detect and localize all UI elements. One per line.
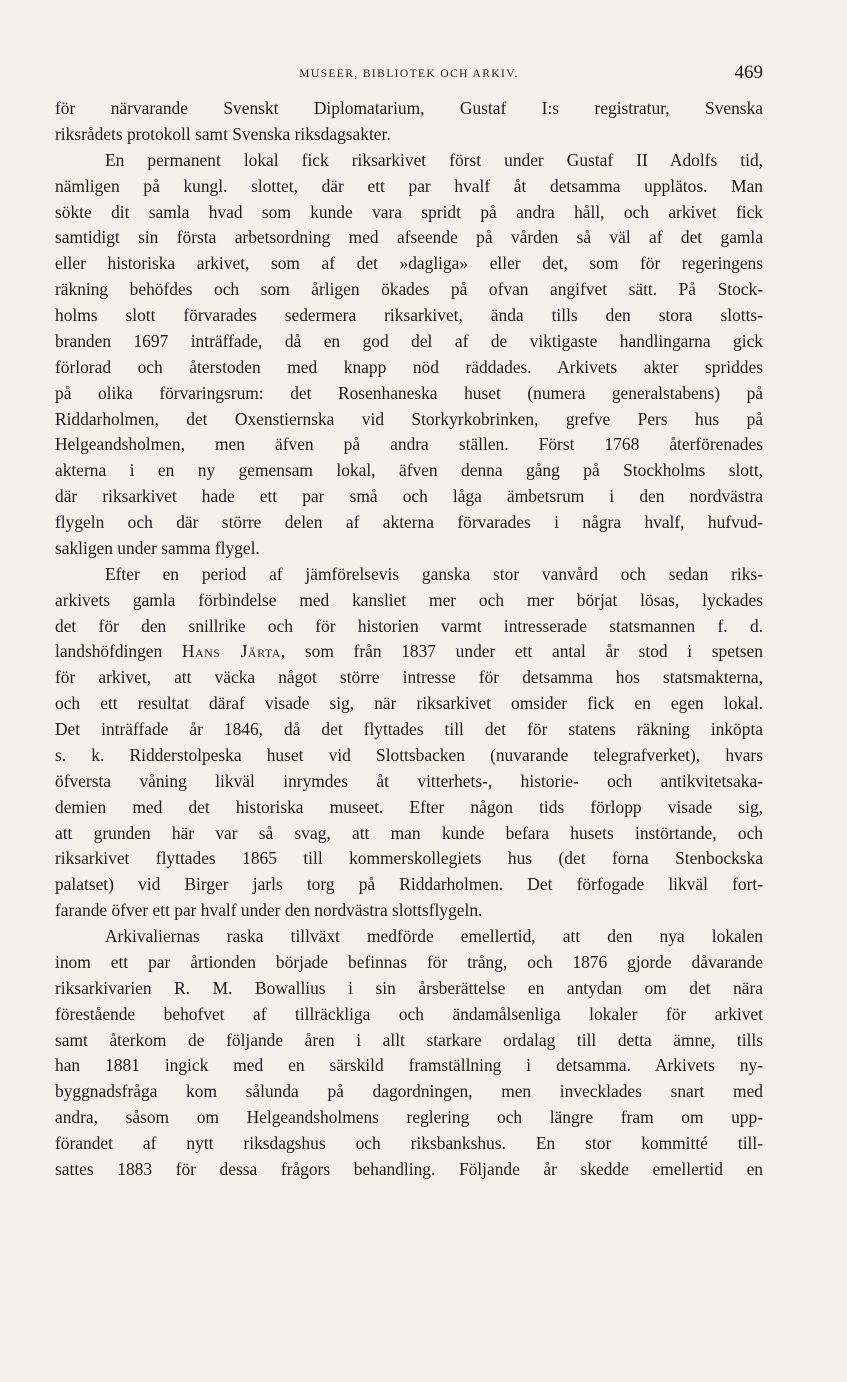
text-line: sökte dit samla hvad som kunde vara spridt på andra håll, och arkivet fick [55,201,763,222]
text-line: flygeln och där större delen af akterna förvarades i några hvalf, hufvud- [55,512,763,532]
text-line: samtidigt sin första arbetsordning med afseende på vården så väl af det gamla [55,227,763,248]
text-line: demien med det historiska museet. Efter någon tids förlopp visade sig, [55,796,763,817]
text-line: palatset) vid Birger jarls torg på Riddarholmen. Det förfogade likväl fort- [55,874,763,895]
text-line: och ett resultat däraf visade sig, när riksarkivet omsider fick en egen lokal. [55,693,763,714]
text-line: sattes 1883 för dessa frågors behandling. Följande år skedde emellertid en [55,1158,763,1179]
text-line: att grunden här var så svag, att man kunde befara husets instörtande, och [55,822,763,843]
text-line: Helgeandsholmen, men äfven på andra ställen. Först 1768 återförenades [55,434,763,455]
text-line: på olika förvaringsrum: det Rosenhaneska huset (numera generalstabens) på [55,382,763,403]
text-line: det för den snillrike och för historien varmt intresserade statsmannen f. d. [55,615,763,636]
text-line: arkivets gamla förbindelse med kansliet mer och mer börjat lösas, lyckades [55,589,763,610]
page-number: 469 [734,62,763,83]
text-line: förestående behofvet af tillräckliga och ändamålsenliga lokaler för arkivet [55,1003,763,1024]
text-segment: , som från 1837 under ett antal år stod i spetsen [280,641,763,662]
text-line: inom ett par årtionden började befinnas för trång, och 1876 gjorde dåvarande [55,951,763,972]
text-line: riksarkivet flyttades 1865 till kommerskollegiets hus (det forna Stenbockska [55,848,763,869]
text-line [55,639,763,665]
body-text [55,96,763,1183]
text-line: holms slott förvarades sedermera riksarkivet, ända tills den stora slotts- [55,305,763,325]
text-line: eller historiska arkivet, som af det »dagliga» eller det, som för regeringens [55,253,763,274]
text-line: för arkivet, att väcka något större intresse för detsamma hos statsmakterna, [55,667,763,688]
text-line: nämligen på kungl. slottet, där ett par hvalf åt detsamma upplätos. Man [55,175,763,196]
running-head [55,62,763,88]
text-line: förlorad och återstoden med knapp nöd räddades. Arkivets akter spriddes [55,356,763,377]
text-line: Riddarholmen, det Oxenstiernska vid Storkyrkobrinken, grefve Pers hus på [55,408,763,429]
text-line: Efter en period af jämförelsevis ganska stor vanvård och sedan riks- [105,563,763,584]
text-line: där riksarkivet hade ett par små och låga ämbetsrum i den nordvästra [55,486,763,507]
text-line: andra, såsom om Helgeandsholmens reglering och längre fram om upp- [55,1107,763,1128]
text-line: branden 1697 inträffade, då en god del af de viktigaste handlingarna gick [55,330,763,351]
text-line: akterna i en ny gemensam lokal, äfven denna gång på Stockholms slott, [55,460,763,481]
text-line: räkning behöfdes och som årligen ökades på ofvan angifvet sätt. På Stock- [55,279,763,300]
running-head-title: MUSEER, BIBLIOTEK OCH ARKIV. [299,68,519,80]
text-line: byggnadsfråga kom sålunda på dagordningen, men invecklades snart med [55,1081,763,1102]
text-line: Det inträffade år 1846, då det flyttades till det för statens räkning inköpta [55,719,763,739]
text-line: En permanent lokal fick riksarkivet först under Gustaf II Adolfs tid, [105,149,763,170]
text-segment: landshöfdingen [55,641,163,662]
text-line: han 1881 ingick med en särskild framställning i detsamma. Arkivets ny- [55,1055,763,1076]
text-line: riksrådets protokoll samt Svenska riksdagsakter. [55,123,391,144]
person-name: Hans Järta [181,641,281,662]
text-line: öfversta våning likväl inrymdes åt vitterhets-, historie- och antikvitetsaka- [55,770,763,791]
text-line: s. k. Ridderstolpeska huset vid Slottsbacken (nuvarande telegrafverket), hvars [55,744,763,765]
text-line: riksarkivarien R. M. Bowallius i sin årsberättelse en antydan om det nära [55,977,763,998]
text-line: förandet af nytt riksdagshus och riksbankshus. En stor kommitté till- [55,1133,763,1153]
text-line: Arkivaliernas raska tillväxt medförde emellertid, att den nya lokalen [105,926,763,946]
text-line: sakligen under samma flygel. [55,537,260,558]
text-line: för närvarande Svenskt Diplomatarium, Gustaf I:s registratur, Svenska [55,98,763,118]
text-line: samt återkom de följande åren i allt starkare ordalag till detta ämne, tills [55,1029,763,1050]
text-line: farande öfver ett par hvalf under den nordvästra slottsflygeln. [55,900,483,921]
